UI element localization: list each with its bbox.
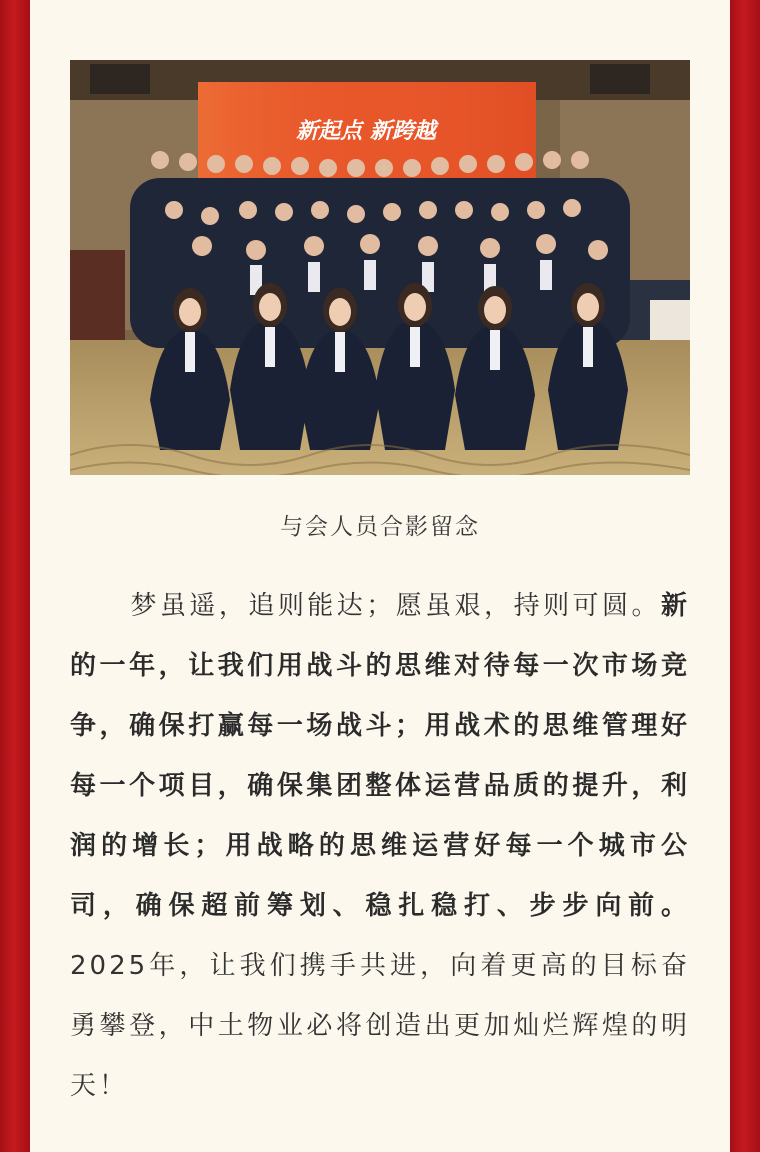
article-text-closing: 2025年，让我们携手共进，向着更高的目标奋勇攀登，中土物业必将创造出更加灿烂辉煌的明天！ — [70, 951, 690, 1101]
article-text-emphasis: 新的一年，让我们用战斗的思维对待每一次市场竞争，确保打赢每一场战斗；用战术的思维管理好每一个项目，确保集团整体运营品质的提升，利润的增长；用战略的思维运营好每一个城市公司，确保超前筹划、稳扎稳打、步步向前。 — [70, 591, 690, 921]
banner-text: 新起点 新跨越 — [296, 118, 436, 144]
article-body — [70, 576, 690, 1116]
right-red-border — [730, 0, 760, 1152]
photo-caption: 与会人员合影留念 — [280, 514, 480, 540]
article-page — [30, 0, 730, 1152]
left-red-border — [0, 0, 30, 1152]
group-photo — [70, 60, 690, 475]
article-text-intro: 梦虽遥，追则能达；愿虽艰，持则可圆。 — [130, 591, 661, 621]
